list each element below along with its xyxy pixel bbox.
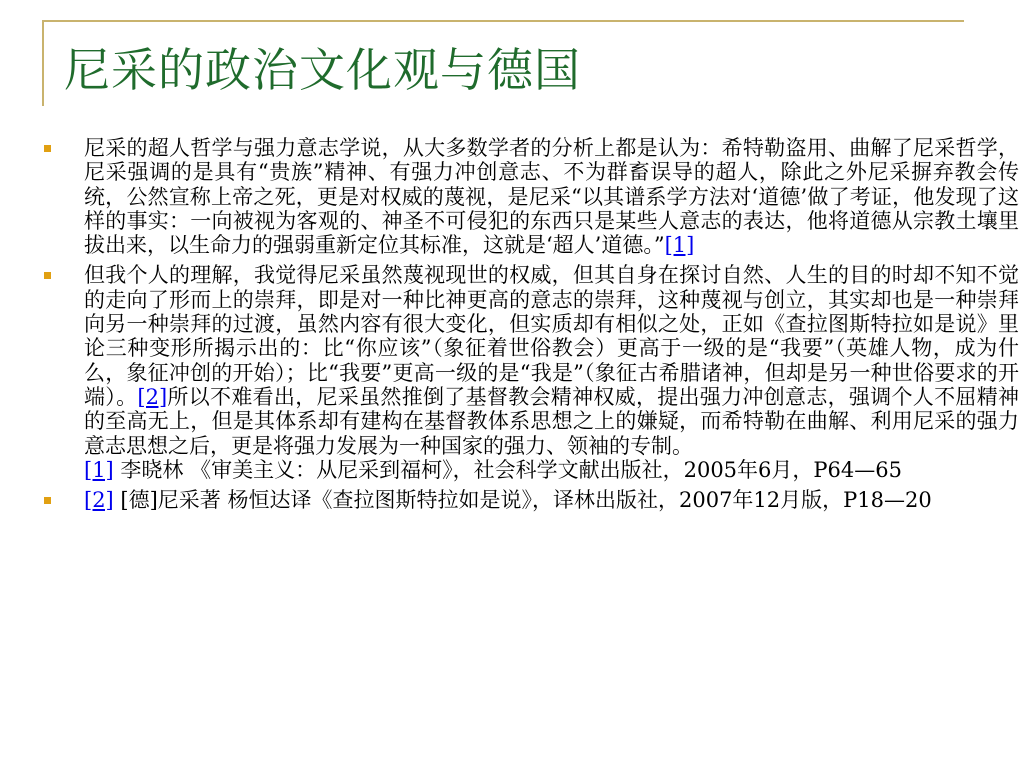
- footnote-2-text: [德]尼采著 杨恒达译《查拉图斯特拉如是说》，译林出版社，2007年12月版，P18—20: [113, 488, 932, 513]
- footnote-2-marker[interactable]: [2]: [84, 488, 114, 513]
- square-bullet-icon: [44, 497, 51, 504]
- paragraph-2-text-a: 但我个人的理解，我觉得尼采虽然蔑视现世的权威，但其自身在探讨自然、人生的目的时却不知不觉的走向了形而上的崇拜，即是对一种比神更高的意志的崇拜，这种蔑视与创立，其实却也是一种崇拜向另一种崇拜的过渡，虽然内容有很大变化，但实质却有相似之处，正如《查拉图斯特拉如是说》里论三种变形所揭示出的：比“你应该”（象征着世俗教会）更高于一级的是“我要”（英雄人物，成为什么，象征冲创的开始）；比“我要”更高一级的是“我是”（象征古希腊诸神，但却是另一种世俗要求的开端）。: [84, 263, 1019, 409]
- paragraph-1: [84, 136, 1019, 257]
- bullet-item-3: [44, 488, 1019, 512]
- paragraph-2-text-b: 所以不难看出，尼采虽然推倒了基督教会精神权威，提出强力冲创意志，强调个人不屈精神的至高无上，但是其体系却有建构在基督教体系思想之上的嫌疑，而希特勒在曲解、利用尼采的强力意志思想之后，更是将强力发展为一种国家的强力、领袖的专制。: [84, 384, 1019, 458]
- paragraph-1-text: 尼采的超人哲学与强力意志学说，从大多数学者的分析上都是认为：希特勒盗用、曲解了尼采哲学，尼采强调的是具有“贵族”精神、有强力冲创意志、不为群畜误导的超人，除此之外尼采摒弃教会传统，公然宣称上帝之死，更是对权威的蔑视，是尼采“以其谱系学方法对‘道德’做了考证，他发现了这样的事实：一向被视为客观的、神圣不可侵犯的东西只是某些人意志的表达，他将道德从宗教土壤里拔出来，以生命力的强弱重新定位其标准，这就是‘超人’道德。”: [84, 136, 1019, 258]
- title-rule-vertical: [42, 20, 44, 106]
- footnote-link-2[interactable]: [2]: [137, 384, 168, 409]
- footnote-link-1[interactable]: [1]: [664, 233, 695, 258]
- bullet-item-2: [44, 263, 1019, 482]
- slide-title: 尼采的政治文化观与德国: [64, 43, 581, 97]
- square-bullet-icon: [44, 272, 51, 279]
- bullet-item-1: [44, 136, 1019, 257]
- title-rule-horizontal: [42, 20, 964, 22]
- footnote-1-text: 李晓林 《审美主义：从尼采到福柯》，社会科学文献出版社，2005年6月，P64—65: [113, 457, 902, 482]
- square-bullet-icon: [44, 145, 51, 152]
- footnote-1-marker[interactable]: [1]: [84, 457, 114, 482]
- footnote-1: [84, 458, 1019, 482]
- paragraph-2: [84, 263, 1019, 457]
- slide-content: [44, 136, 1019, 518]
- footnote-2: [84, 488, 1019, 512]
